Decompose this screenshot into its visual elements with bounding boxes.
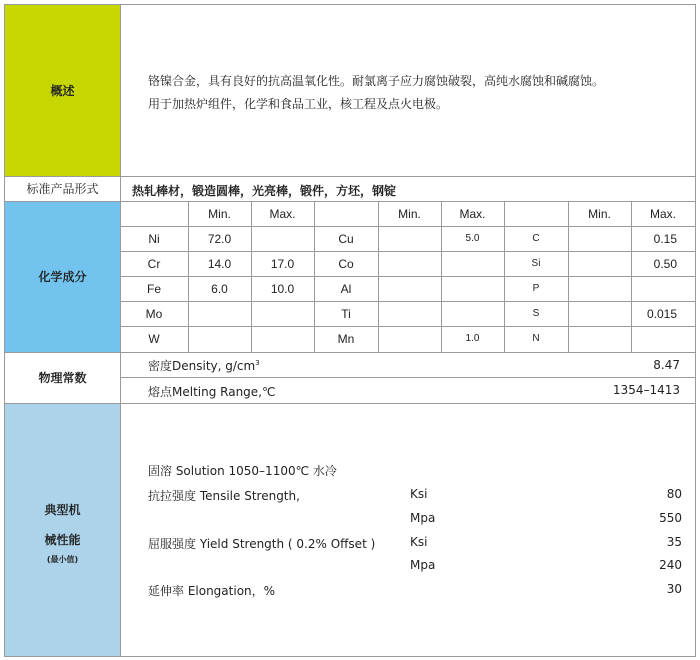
chem-header-cell: Min. [588,206,611,221]
chem-cell [251,326,314,351]
density-label: 密度Density, $g/cm^3$ [148,359,260,373]
chem-header-cell: Max. [269,206,296,221]
chem-cell: Cu [338,231,354,246]
chem-cell [441,251,504,276]
chem-cell [568,226,631,251]
overview-label: 概述 [50,83,75,98]
overview-line-1: 铬镍合金，具有良好的抗高温氧化性。耐氯离子应力腐蚀破裂，高纯水腐蚀和碱腐蚀。 [148,74,605,88]
solution-text: 固溶 Solution 1050–1100℃ 水冷 [148,464,337,478]
chem-cell [378,326,441,351]
chem-cell: 0.15 [653,231,677,246]
chem-cell: 0.015 [646,306,677,321]
chem-cell: 72.0 [207,231,232,246]
mech-row-value: 30 [666,582,682,597]
chem-cell: C [532,233,540,244]
overview-line-2: 用于加热炉组件，化学和食品工业，核工程及点火电极。 [148,97,449,111]
chem-cell: N [532,333,540,344]
chem-cell: 14.0 [207,256,232,271]
density-value: 8.47 [653,358,680,372]
chem-cell: Al [340,281,352,296]
chem-cell [568,301,631,326]
chem-cell: Mo [145,306,163,321]
chem-cell: W [148,331,160,346]
chem-cell: 6.0 [211,281,228,296]
chem-cell: 1.0 [465,333,480,344]
chem-header-cell [314,201,378,226]
chem-cell [441,276,504,301]
mech-row-value: 35 [666,534,682,549]
chem-cell: Co [338,256,354,271]
chem-header-cell [504,201,568,226]
chem-header-cell: Min. [208,206,231,221]
mech-row-name: 延伸率 Elongation，% [148,584,276,599]
chem-cell [188,301,251,326]
chem-cell: 10.0 [270,281,295,296]
chem-cell: P [532,283,540,294]
mech-row-value: 80 [666,487,682,501]
mech-row-name: 屈服强度 Yield Strength ( 0.2% Offset ) [148,536,376,551]
chem-cell: 17.0 [270,256,295,271]
mech-row-unit: Mpa [410,510,436,525]
mech-row-value: 550 [659,510,682,525]
chem-cell [251,226,314,251]
chem-cell: Cr [147,256,161,271]
chem-cell [441,301,504,326]
chem-header-cell [120,201,188,226]
chem-cell [631,276,695,301]
chem-header-cell: Max. [459,206,486,221]
chem-cell: Fe [146,281,161,296]
chem-cell: 0.50 [653,256,677,271]
chem-cell [631,326,695,351]
chem-cell [568,276,631,301]
melting-value: 1354–1413 [612,383,680,397]
chem-cell [378,276,441,301]
chem-cell: 5.0 [465,233,480,244]
mech-row-unit: Ksi [410,487,428,501]
chem-cell [378,226,441,251]
chem-cell: Ti [341,306,351,321]
chem-cell: S [532,308,540,319]
chem-header-cell: Max. [649,206,676,221]
chem-cell: Mn [337,331,355,346]
mech-row-name: 抗拉强度 Tensile Strength, [148,489,300,503]
mech-label: 典型机 械性能 (最小值) [44,503,81,564]
melting-label: 熔点Melting Range,℃ [148,385,276,399]
chem-cell [188,326,251,351]
chem-cell: Si [531,258,541,269]
physical-label: 物理常数 [38,371,87,385]
chem-label: 化学成分 [38,270,87,284]
chem-cell [378,301,441,326]
mech-row-unit: Ksi [410,534,428,549]
chem-cell [568,326,631,351]
forms-value: 热轧棒材，锻造圆棒，光亮棒，锻件，方坯，钢锭 [132,184,397,198]
chem-cell [378,251,441,276]
forms-label: 标准产品形式 [26,182,99,196]
chem-cell [251,301,314,326]
mech-row-unit: Mpa [410,558,436,573]
chem-cell: Ni [148,231,160,246]
chem-cell [568,251,631,276]
chem-header-cell: Min. [398,206,421,221]
mech-row-value: 240 [659,558,682,573]
